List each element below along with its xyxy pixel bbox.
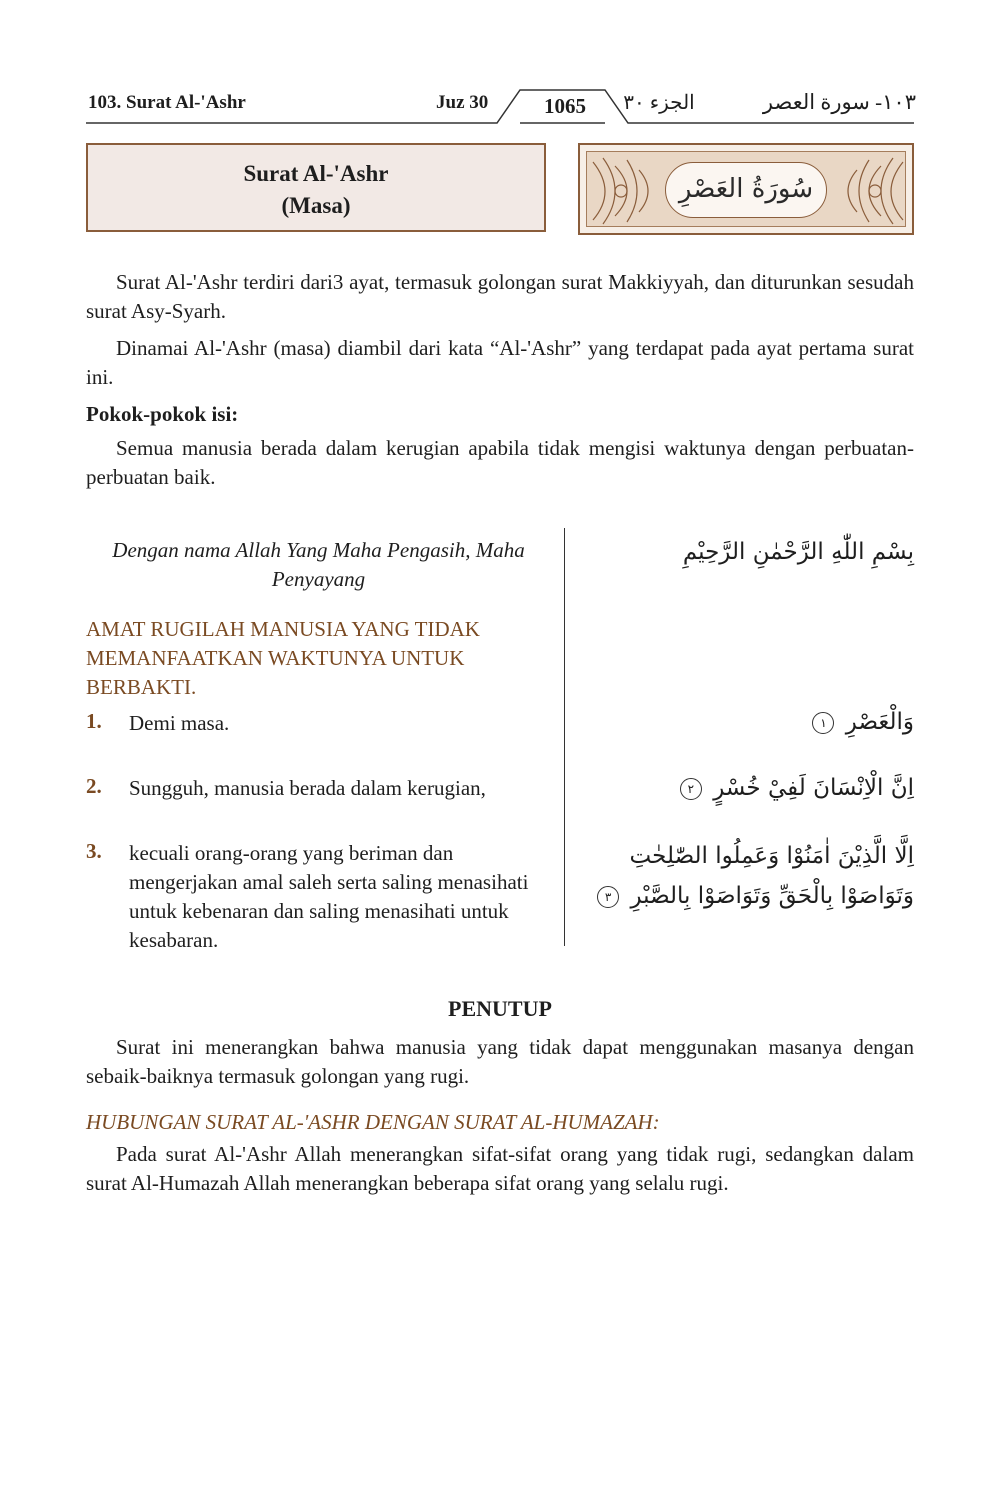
- relation-heading: HUBUNGAN SURAT AL-'ASHR DENGAN SURAT AL-HUMAZAH:: [86, 1110, 660, 1134]
- header-rule: [0, 0, 1000, 140]
- header-juz-arabic: الجزء ٣٠: [623, 92, 695, 114]
- verse-number-3: 3.: [86, 839, 102, 863]
- ayah-number-icon: ١: [812, 712, 834, 734]
- surah-name-calligraphy: سُورَةُ العَصْرِ: [665, 162, 827, 218]
- verse-arabic-text: وَتَوَاصَوْا بِالْحَقِّ وَتَوَاصَوْا بِالصَّبْرِ: [630, 883, 914, 909]
- basmalah-arabic: بِسْمِ اللّٰهِ الرَّحْمٰنِ الرَّحِيْمِ: [682, 539, 914, 565]
- penutup-heading: PENUTUP: [448, 996, 552, 1021]
- intro-paragraph-2: Dinamai Al-'Ashr (masa) diambil dari kata “Al-'Ashr” yang terdapat pada ayat pertama surat ini.: [86, 336, 914, 389]
- verse-arabic-text: اِنَّ الْاِنْسَانَ لَفِيْ خُسْرٍ: [713, 775, 914, 801]
- header-juz: Juz 30: [436, 92, 489, 113]
- page-number: 1065: [544, 94, 586, 118]
- verse-translation-3: kecuali orang-orang yang beriman dan mengerjakan amal saleh serta saling menasihati untuk kebenaran dan saling menasihati untuk kesabaran.: [129, 841, 529, 952]
- verse-arabic-3: [584, 836, 914, 916]
- verse-number-2: 2.: [86, 774, 102, 798]
- verse-arabic-2: [584, 768, 914, 808]
- verse-translation-2: Sungguh, manusia berada dalam kerugian,: [129, 776, 486, 800]
- surah-meaning: (Masa): [281, 193, 351, 218]
- intro-paragraph-1: Surat Al-'Ashr terdiri dari3 ayat, termasuk golongan surat Makkiyyah, dan diturunkan sesudah surat Asy-Syarh.: [86, 270, 914, 323]
- verse-number-1: 1.: [86, 709, 102, 733]
- pokok-text: Semua manusia berada dalam kerugian apabila tidak mengisi waktunya dengan perbuatan-perbuatan baik.: [86, 436, 914, 489]
- surah-ornament-panel: [578, 143, 914, 235]
- relation-text: Pada surat Al-'Ashr Allah menerangkan sifat-sifat orang yang tidak rugi, sedangkan dalam surat Al-Humazah Allah menerangkan beberapa sifat orang yang selalu rugi.: [86, 1142, 914, 1195]
- verse-arabic-line-2: [584, 876, 914, 916]
- ayah-number-icon: ٢: [680, 778, 702, 800]
- surah-title: Surat Al-'Ashr: [243, 161, 389, 186]
- surah-title-box: [86, 143, 546, 232]
- penutup-text: Surat ini menerangkan bahwa manusia yang tidak dapat menggunakan masanya dengan sebaik-baiknya termasuk golongan yang rugi.: [86, 1035, 914, 1088]
- pokok-heading: Pokok-pokok isi:: [86, 402, 239, 426]
- column-divider: [564, 528, 565, 946]
- theme-heading: AMAT RUGILAH MANUSIA YANG TIDAK MEMANFAATKAN WAKTUNYA UNTUK BERBAKTI.: [86, 617, 480, 699]
- verse-arabic-1: [584, 702, 914, 742]
- basmalah-translation: Dengan nama Allah Yang Maha Pengasih, Maha Penyayang: [112, 538, 525, 591]
- verse-translation-1: Demi masa.: [129, 711, 230, 735]
- verse-arabic-line-1: اِلَّا الَّذِيْنَ اٰمَنُوْا وَعَمِلُوا الصّٰلِحٰتِ: [629, 843, 914, 869]
- header-surah-title: 103. Surat Al-'Ashr: [88, 92, 246, 113]
- ornament-pattern: [586, 151, 906, 227]
- header-surah-arabic: ١٠٣- سورة العصر: [762, 90, 916, 114]
- verse-arabic-text: وَالْعَصْرِ: [845, 709, 914, 735]
- ayah-number-icon: ٣: [597, 886, 619, 908]
